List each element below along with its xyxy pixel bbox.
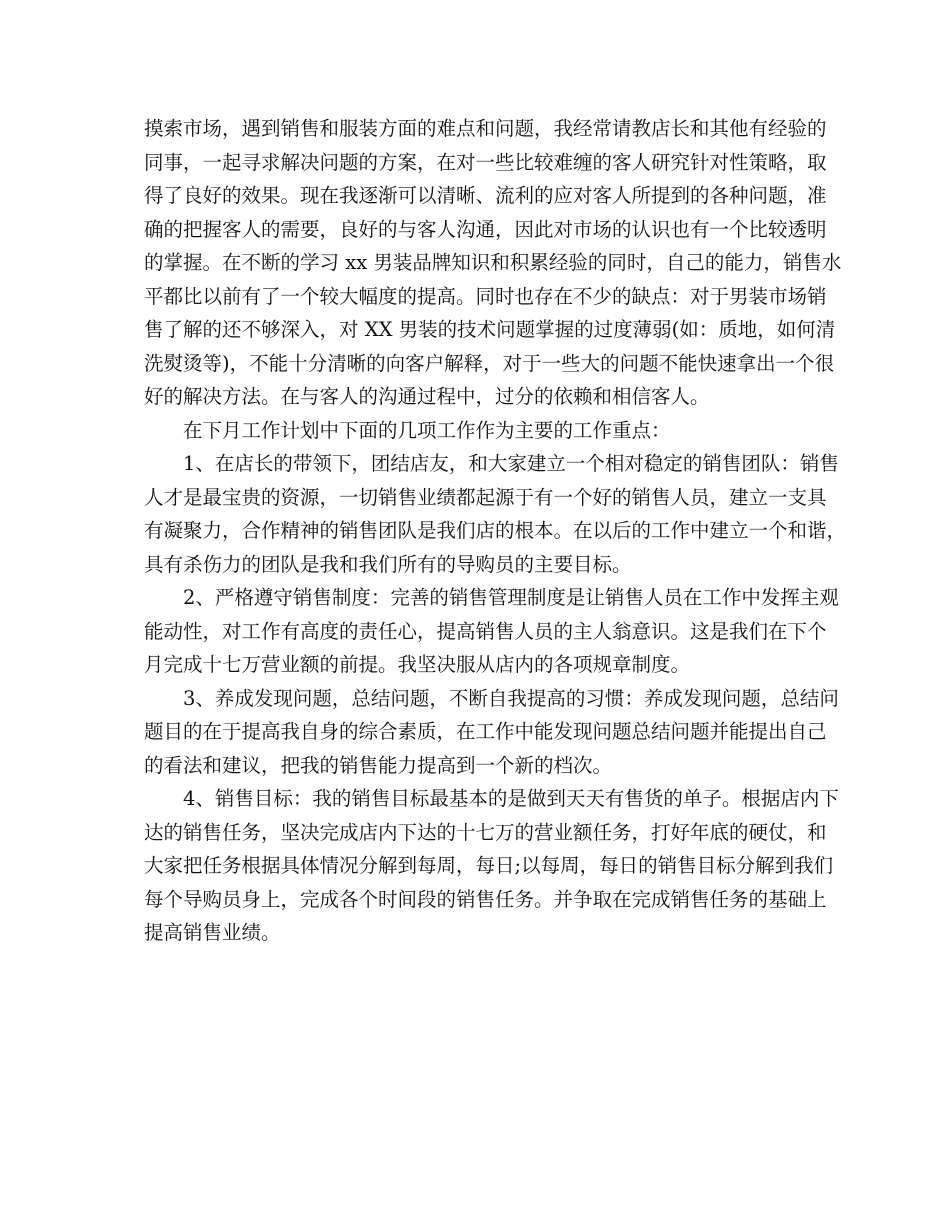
text-line: 具有杀伤力的团队是我和我们所有的导购员的主要目标。 xyxy=(144,552,632,576)
text-line: 能动性，对工作有高度的责任心，提高销售人员的主人翁意识。这是我们在下个 xyxy=(144,619,827,643)
text-line: 摸索市场，遇到销售和服装方面的难点和问题，我经常请教店长和其他有经验的 xyxy=(144,117,827,140)
text-line: 提高销售业绩。 xyxy=(144,921,281,944)
text-line: 确的把握客人的需要，良好的与客人沟通，因此对市场的认识也有一个比较透明 xyxy=(144,217,827,241)
paragraph-item-2 xyxy=(144,581,839,682)
text-line: 2、严格遵守销售制度：完善的销售管理制度是让销售人员在工作中发挥主观 xyxy=(183,586,839,609)
text-line: 达的销售任务，坚决完成店内下达的十七万的营业额任务，打好年底的硬仗，和 xyxy=(144,820,827,844)
text-line: 1、在店长的带领下，团结店友，和大家建立一个相对稳定的销售团队：销售 xyxy=(183,452,839,475)
text-line: 洗熨烫等)，不能十分清晰的向客户解释，对于一些大的问题不能快速拿出一个很 xyxy=(144,351,835,375)
text-line: 的掌握。在不断的学习 xx 男装品牌知识和积累经验的同时，自己的能力，销售水 xyxy=(144,251,842,274)
text-line: 售了解的还不够深入，对 XX 男装的技术问题掌握的过度薄弱(如：质地，如何清 xyxy=(144,318,836,341)
text-line: 在下月工作计划中下面的几项工作作为主要的工作重点： xyxy=(183,418,671,442)
text-line: 人才是最宝贵的资源，一切销售业绩都起源于有一个好的销售人员，建立一支具 xyxy=(144,485,827,509)
paragraph-plan-intro xyxy=(144,414,808,448)
text-line: 的看法和建议，把我的销售能力提高到一个新的档次。 xyxy=(144,753,613,777)
text-line: 有凝聚力，合作精神的销售团队是我们店的根本。在以后的工作中建立一个和谐， xyxy=(144,519,847,542)
text-line: 大家把任务根据具体情况分解到每周，每日;以每周，每日的销售目标分解到我们 xyxy=(144,854,834,877)
document-body xyxy=(144,112,847,950)
text-line: 3、养成发现问题，总结问题，不断自我提高的习惯：养成发现问题，总结问 xyxy=(183,686,839,710)
text-line: 4、销售目标：我的销售目标最基本的是做到天天有售货的单子。根据店内下 xyxy=(183,787,839,810)
paragraph-review xyxy=(144,112,842,414)
text-line: 题目的在于提高我自身的综合素质，在工作中能发现问题总结问题并能提出自己 xyxy=(144,720,827,743)
text-line: 平都比以前有了一个较大幅度的提高。同时也存在不少的缺点：对于男装市场销 xyxy=(144,284,827,308)
paragraph-item-3 xyxy=(144,682,839,783)
paragraph-item-4 xyxy=(144,782,839,950)
paragraph-item-1 xyxy=(144,447,847,581)
text-line: 得了良好的效果。现在我逐渐可以清晰、流利的应对客人所提到的各种问题，准 xyxy=(144,184,827,207)
text-line: 每个导购员身上，完成各个时间段的销售任务。并争取在完成销售任务的基础上 xyxy=(144,887,827,911)
text-line: 月完成十七万营业额的前提。我坚决服从店内的各项规章制度。 xyxy=(144,653,691,676)
text-line: 同事，一起寻求解决问题的方案，在对一些比较难缠的客人研究针对性策略，取 xyxy=(144,150,827,174)
text-line: 好的解决方法。在与客人的沟通过程中，过分的依赖和相信客人。 xyxy=(144,385,710,408)
